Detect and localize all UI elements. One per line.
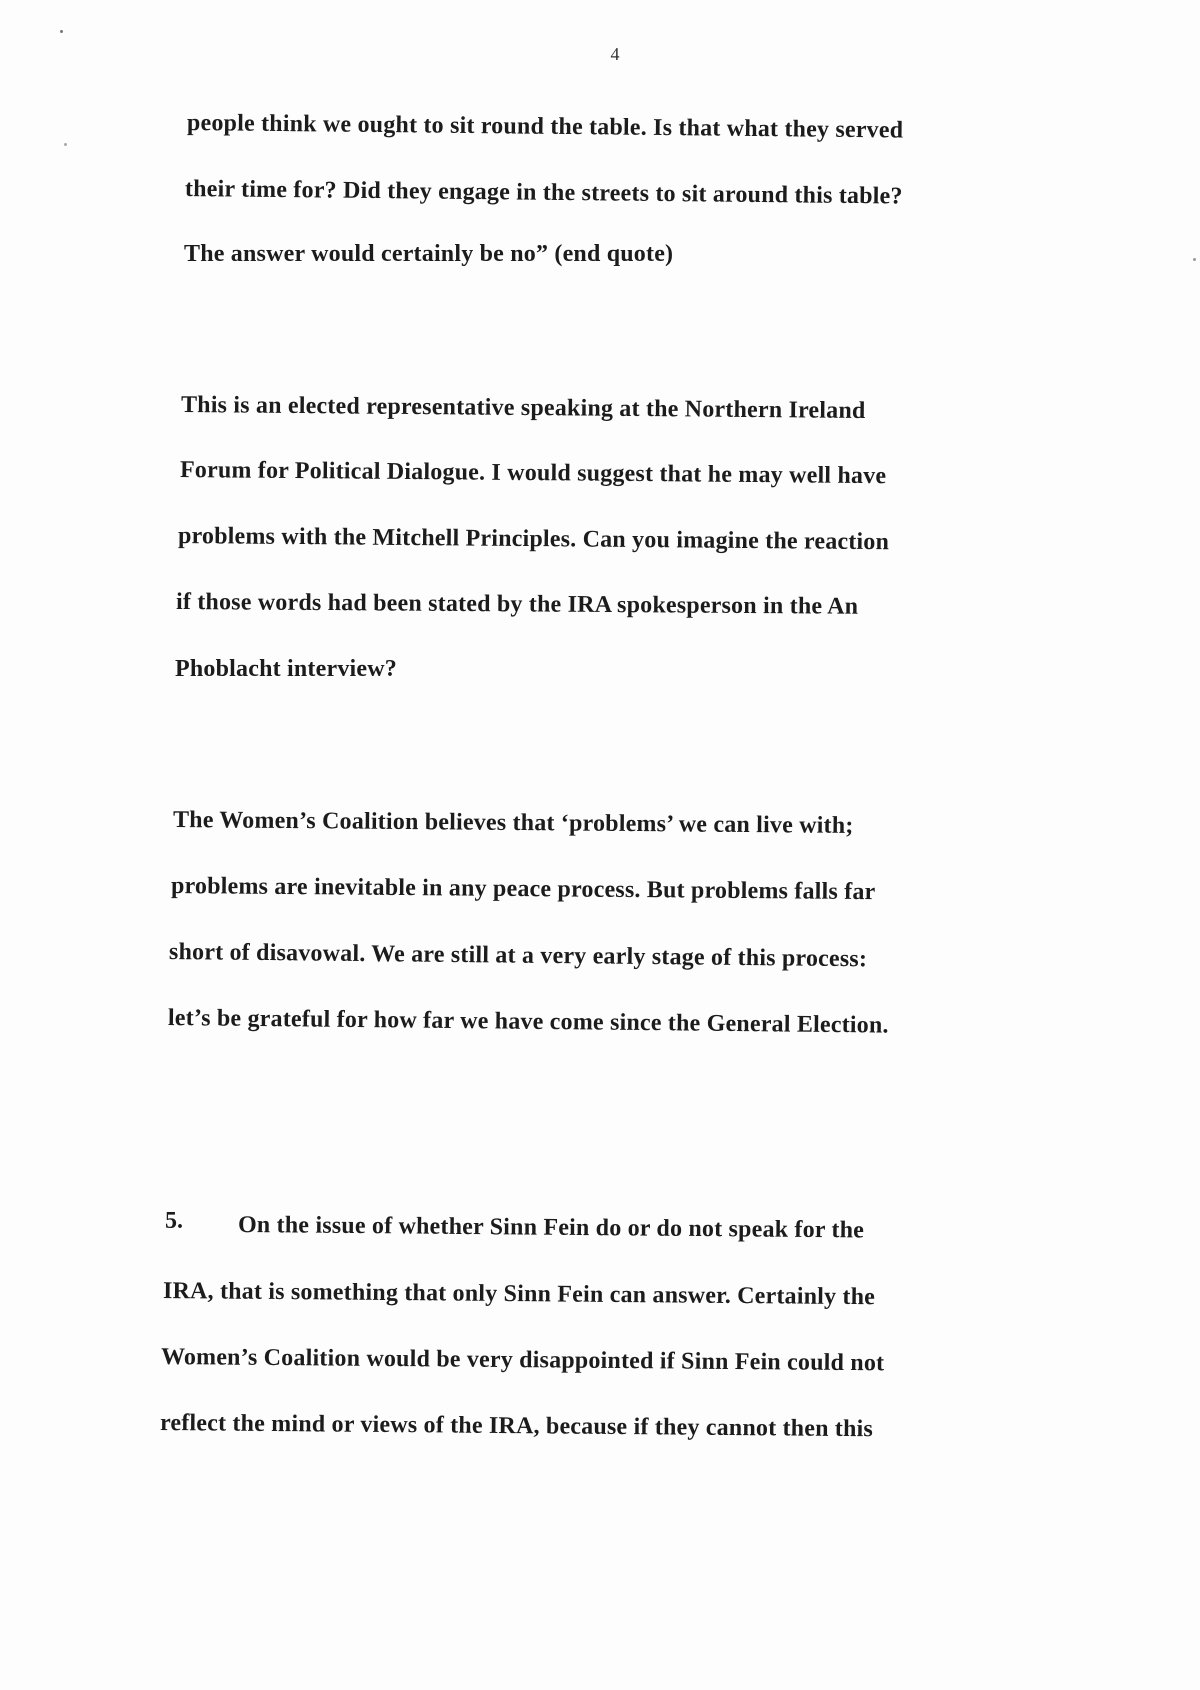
- text-line: IRA, that is something that only Sinn Fein can answer. Certainly the: [162, 1278, 876, 1311]
- text-line: The answer would certainly be no” (end quote): [184, 241, 674, 267]
- text-line: The Women’s Coalition believes that ‘problems’ we can live with;: [172, 807, 854, 839]
- text-line: This is an elected representative speaking at the Northern Ireland: [180, 392, 866, 424]
- text-line: reflect the mind or views of the IRA, because if they cannot then this: [159, 1410, 874, 1443]
- scan-speck: [60, 30, 63, 33]
- text-line: Phoblacht interview?: [175, 656, 397, 682]
- text-line: people think we ought to sit round the table. Is that what they served: [186, 110, 904, 144]
- text-line: problems are inevitable in any peace process. But problems falls far: [170, 873, 876, 906]
- scan-speck: [64, 143, 67, 146]
- text-line: Forum for Political Dialogue. I would suggest that he may well have: [179, 457, 887, 490]
- text-line: short of disavowal. We are still at a very early stage of this process:: [168, 939, 868, 973]
- text-line: Women’s Coalition would be very disappointed if Sinn Fein could not: [160, 1344, 885, 1377]
- paragraph-number: 5.: [165, 1208, 183, 1234]
- text-line: their time for? Did they engage in the streets to sit around this table?: [184, 176, 903, 210]
- text-line: problems with the Mitchell Principles. Can you imagine the reaction: [177, 523, 890, 556]
- page-number: 4: [610, 44, 620, 64]
- scan-speck: [1193, 258, 1196, 261]
- text-line: let’s be grateful for how far we have come since the General Election.: [167, 1005, 889, 1039]
- text-line: On the issue of whether Sinn Fein do or do not speak for the: [237, 1212, 865, 1244]
- text-line: if those words had been stated by the IRA spokesperson in the An: [175, 589, 859, 620]
